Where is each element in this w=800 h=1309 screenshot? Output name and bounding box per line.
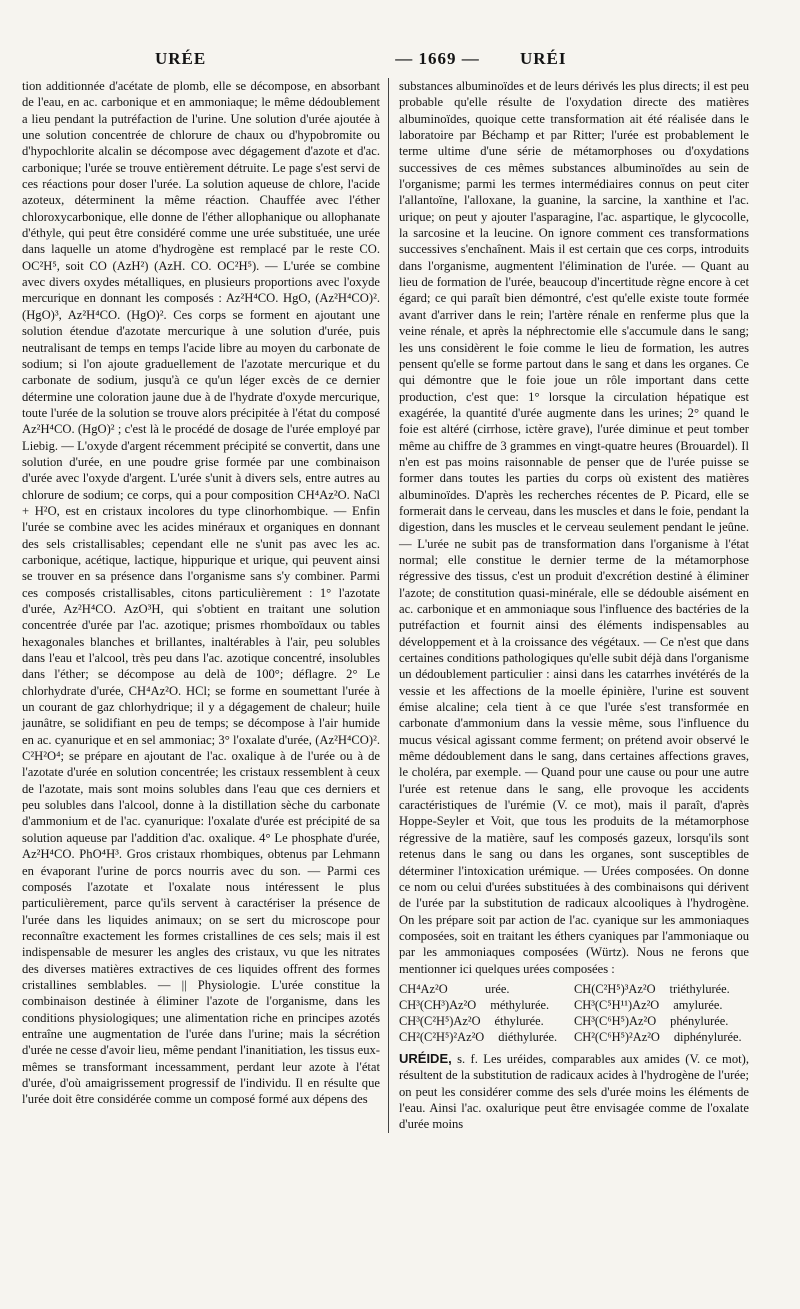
page-header — [22, 42, 750, 76]
formula: CH²(C²H⁵)²Az²O — [399, 1029, 485, 1044]
formula: CH³(C⁶H⁵)Az²O — [574, 1013, 657, 1028]
formula-row — [399, 981, 574, 997]
left-column — [22, 78, 389, 1133]
page-number: — 1669 — — [395, 49, 480, 68]
formula-name: éthylurée. — [494, 1013, 544, 1028]
formula-name: méthylurée. — [490, 997, 550, 1012]
formula-row — [574, 997, 749, 1013]
formula: CH(C²H⁵)³Az²O — [574, 981, 656, 996]
formula: CH³(CH³)Az²O — [399, 997, 477, 1012]
formula-name: diphénylurée. — [673, 1029, 742, 1044]
formula-row — [399, 1013, 574, 1029]
formula-name: diéthylurée. — [498, 1029, 558, 1044]
formula-row — [574, 1013, 749, 1029]
right-column — [389, 78, 749, 1133]
formula-name: amylurée. — [673, 997, 723, 1012]
right-column-text: substances albuminoïdes et de leurs dérivés les plus directs; il est peu probable qu'elle résulte de l'oxydation directe des matières albuminoïdes, quoique cette transformation ait été réalisée dans le laboratoire par Béchamp et par Ritter; l'urée est probablement le terme ultime d'une série de métamorphoses ou d'oxydations successives de ces mêmes substances albuminoïdes au sein de l'organisme; parmi les termes intermédiaires connus on peut citer l'allantoïne, l'alloxane, la guanine, la sarcine, la xanthine et l'ac. urique; on peut y ajouter l'asparagine, l'ac. aspartique, le glycocolle, la sarcosine et la leucine. On ignore comment ces transformations successives s'enchaînent. Mais il est certain que ces corps, introduits dans l'organisme, augmentent l'élimination de l'urée. — Quant au lieu de formation de l'urée, beaucoup d'incertitude règne encore à cet égard; ce qui paraît bien démontré, c'est qu'elle existe toute formée avant d'arriver dans le rein; l'artère rénale en renferme plus que la veine rénale, et après la néphrectomie elle s'accumule dans le sang; les uns considèrent le foie comme le lieu de formation, les autres pensent qu'elle se forme partout dans le sang et dans les organes. Ce qui démontre que le foie joue un rôle important dans cette production, c'est que: 1° lorsque la circulation hépatique est exagérée, la quantité d'urée augmente dans les urines; 2° quand le foie est altéré (cirrhose, ictère grave), l'urée diminue et peut tomber même au chiffre de 3 grammes en vingt-quatre heures (Brouardel). Il n'en est pas moins raisonnable de penser que de l'urée puisse se former dans toutes les parties du corps où existent des matières albuminoïdes. D'après les recherches récentes de P. Picard, elle se formerait dans le cerveau, dans les muscles et dans le foie, pendant la digestion, dans les muscles et le cerveau seulement pendant le jeûne. — L'urée ne subit pas de transformation dans l'organisme à l'état normal; elle constitue le dernier terme de la métamorphose régressive des tissus, c'est un produit d'excrétion destiné à éliminer l'azote; de constitution quasi-minérale, elle se dédouble aisément en ac. carbonique et en ammoniaque sous l'influence des bactéries de la putréfaction et fournit ainsi des éléments indispensables au développement et à la croissance des végétaux. — Ce n'est que dans certaines conditions pathologiques qu'elle subit déjà dans l'organisme un dédoublement particulier : ainsi dans les catarrhes invétérés de la vessie et les affections de la moelle épinière, l'urine est souvent émise alcaline; cela tient à ce que l'urée s'est transformée en carbonate d'ammonium dans la vessie même, sous l'influence du mucus vésical agissant comme ferment; on prétend avoir observé le même dédoublement dans le sang, dans certaines affections graves, le choléra, par exemple. — Quand pour une cause ou pour une autre l'urée est retenue dans le sang, elle provoque les accidents caractéristiques de l'urémie (V. ce mot), mais il paraît, d'après Hoppe-Seyler et Voit, que tous les produits de la métamorphose régressive de la matière, sauf les composés gazeux, lorsqu'ils sont retenus dans le sang ou dans les organes, sont susceptibles de déterminer l'intoxication urémique. — Urées composées. On donne ce nom ou celui d'urées substituées à des combinaisons qui dérivent de l'urée par la substitution de radicaux alcooliques à l'hydrogène. On les prépare soit par action de l'ac. cyanique sur les ammoniaques composées, soit en traitant les éthers cyaniques par l'ammoniaque ou par les ammoniaques composées (Würtz). Nous ne ferons que mentionner ici quelques urées composées : — [399, 79, 749, 976]
header-right-word: URÉI — [520, 49, 567, 68]
formula: CH⁴Az²O — [399, 981, 448, 996]
formula-row — [399, 1029, 574, 1045]
dictionary-entry — [399, 1051, 749, 1133]
formula-name: triéthylurée. — [669, 981, 730, 996]
text-columns — [22, 78, 750, 1133]
formula-row — [574, 1029, 749, 1045]
left-column-text: tion additionnée d'acétate de plomb, elle se décompose, en absorbant de l'eau, en ac. carbonique et en ammoniaque; le même dédoublement a lieu pendant la putréfaction de l'urine. Une solution d'urée ajoutée à une solution concentrée de chlorure de chaux ou d'hypobromite ou d'hypochlorite alcalin se décompose avec dégagement d'azote et d'ac. carbonique; l'urée se trouve entièrement détruite. Le page s'est servi de ces réactions pour doser l'urée. La solution aqueuse de chlore, l'acide azoteux, déterminent la même réaction. Chauffée avec l'éther chloroxycarbonique, elle donne de l'éther allophanique ou allophanate d'éthyle, qui peut être considéré comme une urée substituée, une urée dans laquelle un atome d'hydrogène est remplacé par le reste CO. OC²H⁵, soit CO (AzH²) (AzH. CO. OC²H⁵). — L'urée se combine avec divers oxydes métalliques, en plusieurs proportions avec l'oxyde mercurique en donnant les composés : Az²H⁴CO. HgO, (Az²H⁴CO)². (HgO)³, Az²H⁴CO. (HgO)². Ces corps se forment en ajoutant une solution étendue d'azotate mercurique à une solution d'urée, puis neutralisant de temps en temps l'acide libre au moyen du carbonate de sodium; si l'on ajoute graduellement de l'azotate mercurique et du carbonate de sodium, jusqu'à ce qu'un léger excès de ce dernier détermine une coloration jaune due à de l'hydrate d'oxyde mercurique, toute l'urée de la solution se trouve alors précipitée à l'état du composé Az²H⁴CO. (HgO)² ; c'est là le procédé de dosage de l'urée employé par Liebig. — L'oxyde d'argent récemment précipité se convertit, dans une solution d'urée, en une poudre grise formée par une combinaison d'urée avec l'oxyde d'argent. L'urée s'unit à divers sels, entre autres au chlorure de sodium; ce corps, qui a pour composition CH⁴Az²O. NaCl + H²O, est en cristaux incolores du type clinorhombique. — Enfin l'urée se combine avec les acides minéraux et organiques en donnant des sels cristallisables; cependant elle ne s'unit pas avec les ac. carbonique, acétique, lactique, hippurique et urique, qui peuvent ainsi se trouver en sa présence dans l'organisme sans s'y combiner. Parmi ces composés cristallisables, citons particulièrement : 1° l'azotate d'urée, Az²H⁴CO. AzO³H, qui s'obtient en traitant une solution concentrée d'urée par l'ac. azotique; prismes rhomboïdaux ou tables hexagonales blanches et brillantes, inaltérables à l'air, peu solubles dans l'eau et l'alcool, très peu dans l'ac. azotique concentré, insolubles dans l'éther; se décompose au delà de 100°; déflagre. 2° Le chlorhydrate d'urée, CH⁴Az²O. HCl; se forme en soumettant l'urée à un courant de gaz chlorhydrique; il y a dégagement de chaleur; huile jaunâtre, se solidifiant en peu de temps; se décompose à l'air humide en ac. cyanurique et en sel ammoniac; 3° l'oxalate d'urée, (Az²H⁴CO)². C²H²O⁴; se prépare en ajoutant de l'ac. oxalique à de l'urée ou à de l'azotate d'urée en solution concentrée; les cristaux ressemblent à ceux de l'azotate, mais sont moins solubles dans l'eau que ces derniers et peu solubles dans l'alcool, donne à la distillation sèche du carbonate d'ammonium et de l'ac. cyanurique: l'oxalate d'urée est précipité de sa solution aqueuse par l'addition d'ac. oxalique. 4° Le phosphate d'urée, Az²H⁴CO. PhO⁴H³. Gros cristaux rhombiques, obtenus par Lehmann en évaporant l'urine de porcs nourris avec du son. — Parmi ces composés l'azotate et l'oxalate nous intéressent le plus particulièrement, parce qu'ils servent à caractériser la présence de l'urée dans les liquides animaux; on se sert du microscope pour reconnaître exactement les formes cristallines de ces sels; mais il est indispensable de mesurer les angles des cristaux, vu que les nitrates des diverses matières extractives de ces liquides offrent des formes cristallines semblables. — || Physiologie. L'urée constitue la combinaison destinée à éliminer l'azote de l'organisme, dans les conditions physiologiques; une alimentation riche en principes azotés entraîne une augmentation de l'urée dans l'urine; mais la sécrétion d'urée ne cesse d'avoir lieu, même pendant l'inanitiation, les tissus eux-mêmes se transformant incessamment, perdant leur azote à l'état d'urée, d'où amaigrissement progressif de l'individu. Il en résulte que l'urée doit être considérée comme un composé formé aux dépens des — [22, 79, 380, 1107]
formula-row — [399, 997, 574, 1013]
formula-name: urée. — [485, 981, 510, 996]
formula: CH³(C²H⁵)Az²O — [399, 1013, 481, 1028]
entry-text: s. f. Les uréides, comparables aux amides (V. ce mot), résultent de la substitution de radicaux acides à l'hydrogène de l'urée; on peut les considérer comme des sels d'urée moins les éléments de l'eau. Ainsi l'ac. oxalurique peut être envisagée comme de l'oxalate d'urée moins — [399, 1051, 749, 1132]
entry-headword: URÉIDE, — [399, 1050, 452, 1066]
formula: CH³(C⁵H¹¹)Az²O — [574, 997, 660, 1012]
formula-list — [399, 981, 749, 1045]
formula-row — [574, 981, 749, 997]
header-left-word: URÉE — [155, 49, 207, 68]
formula-name: phénylurée. — [670, 1013, 729, 1028]
formula: CH²(C⁶H⁵)²Az²O — [574, 1029, 660, 1044]
